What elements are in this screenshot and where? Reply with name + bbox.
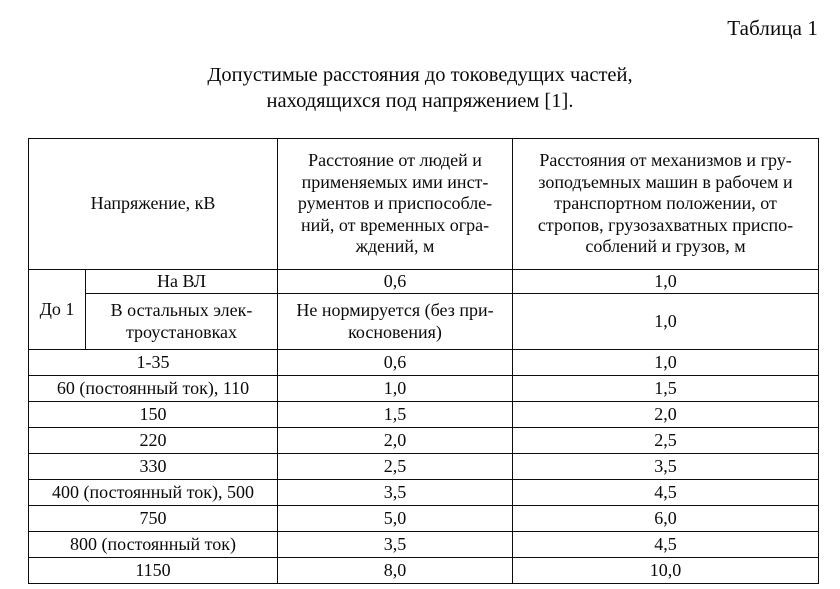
cell-voltage: [86, 294, 278, 350]
header-machines-line-2: зоподъемных машин в рабочем и: [538, 171, 793, 192]
header-machines-line-5: соблений и грузов, м: [585, 236, 746, 257]
table-number-label: Таблица 1: [727, 16, 818, 40]
header-people-line-1: Расстояние от людей и: [308, 150, 482, 171]
header-people-line-5: ждений, м: [355, 236, 435, 257]
cell-distance-machines: 1,0: [513, 294, 819, 350]
table-row: [29, 350, 819, 376]
cell-voltage: 1150: [29, 558, 278, 584]
allowable-distances-table: [28, 138, 819, 584]
cell-distance-machines: 1,0: [513, 350, 819, 376]
header-machines-line-3: транспортном положении, от: [554, 193, 777, 214]
group-label-up-to-1: До 1: [29, 270, 86, 350]
table-header-row: [29, 139, 819, 270]
table-row: [29, 402, 819, 428]
table-row: [29, 480, 819, 506]
cell-voltage: 750: [29, 506, 278, 532]
cell-voltage: 60 (постоянный ток), 110: [29, 376, 278, 402]
cell-voltage: На ВЛ: [86, 270, 278, 294]
title-line-1: Допустимые расстояния до токоведущих частей,: [207, 64, 633, 86]
cell-voltage: 330: [29, 454, 278, 480]
cell-distance-people: 8,0: [278, 558, 513, 584]
header-cell-voltage: Напряжение, кВ: [29, 139, 278, 270]
header-people-line-2: применяемых ими инст-: [301, 171, 489, 192]
cell-distance-machines: 2,0: [513, 402, 819, 428]
cell-distance-machines: 3,5: [513, 454, 819, 480]
cell-distance-people: 3,5: [278, 532, 513, 558]
cell-distance-people: 2,5: [278, 454, 513, 480]
page-title: [0, 62, 840, 114]
cell-people-line-1: Не нормируется (без при-: [296, 300, 494, 320]
cell-voltage: 800 (постоянный ток): [29, 532, 278, 558]
cell-distance-people: 3,5: [278, 480, 513, 506]
table-row: [29, 454, 819, 480]
header-cell-distance-people: [278, 139, 513, 270]
header-machines-line-4: стропов, грузозахватных приспо-: [537, 214, 794, 235]
cell-distance-people: 0,6: [278, 350, 513, 376]
cell-voltage-line-2: троустановках: [125, 321, 238, 342]
cell-distance-machines: 4,5: [513, 480, 819, 506]
cell-distance-machines: 1,5: [513, 376, 819, 402]
table-container: [28, 138, 818, 584]
cell-distance-machines: 2,5: [513, 428, 819, 454]
table-row: [29, 506, 819, 532]
cell-distance-machines: 10,0: [513, 558, 819, 584]
title-line-2: находящихся под напряжением [1].: [266, 90, 574, 112]
cell-voltage: 220: [29, 428, 278, 454]
cell-distance-machines: 6,0: [513, 506, 819, 532]
cell-distance-people: 1,5: [278, 402, 513, 428]
table-row: [29, 376, 819, 402]
header-people-line-3: рументов и приспособле-: [297, 193, 493, 214]
cell-distance-people: 5,0: [278, 506, 513, 532]
cell-voltage: 1-35: [29, 350, 278, 376]
cell-voltage: 150: [29, 402, 278, 428]
cell-distance-machines: 4,5: [513, 532, 819, 558]
header-machines-line-1: Расстояния от механизмов и гру-: [539, 150, 792, 171]
cell-voltage-line-1: В остальных элек-: [110, 300, 253, 320]
table-row: [29, 532, 819, 558]
cell-distance-people: 2,0: [278, 428, 513, 454]
cell-distance-people: 1,0: [278, 376, 513, 402]
cell-distance-people: 0,6: [278, 270, 513, 294]
cell-distance-machines: 1,0: [513, 270, 819, 294]
table-row: [29, 270, 819, 294]
cell-people-line-2: косновения): [348, 321, 442, 342]
cell-distance-people: [278, 294, 513, 350]
table-row: [29, 558, 819, 584]
cell-voltage: 400 (постоянный ток), 500: [29, 480, 278, 506]
table-row: [29, 428, 819, 454]
header-people-line-4: ний, от временных огра-: [300, 214, 490, 235]
table-row: [29, 294, 819, 350]
header-cell-distance-machines: [513, 139, 819, 270]
